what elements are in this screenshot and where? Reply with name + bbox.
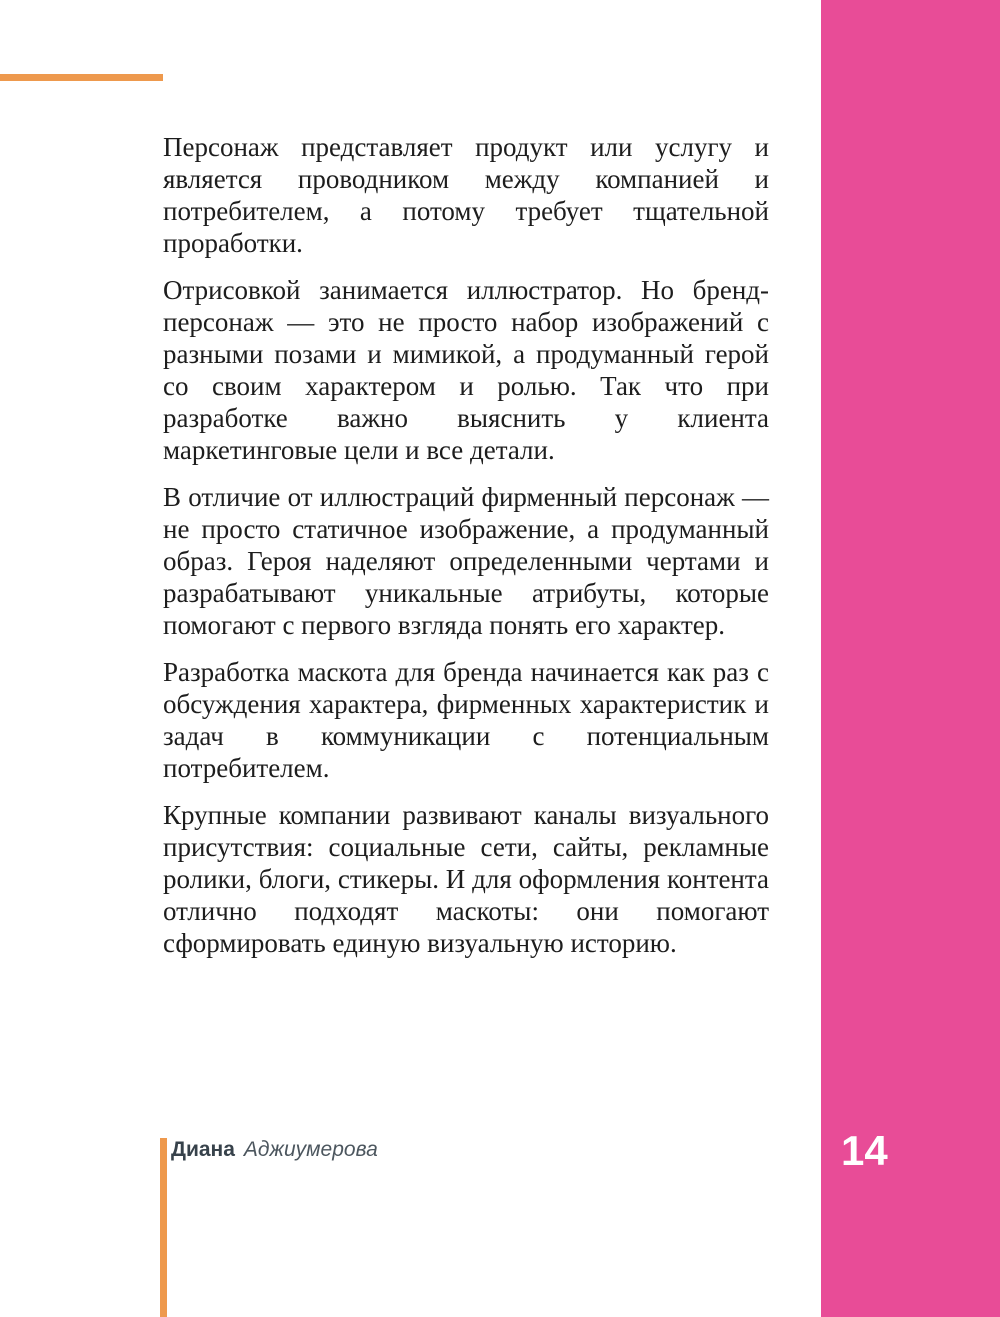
top-orange-rule [0,74,163,81]
paragraph: Крупные компании развивают каналы визуального присутствия: социальные сети, сайты, рекламные ролики, блоги, стикеры. И для оформления контента отлично подходят маскоты: они помогают сформировать единую визуальную историю. [163,800,769,958]
paragraph: Отрисовкой занимается иллюстратор. Но бренд-персонаж — это не просто набор изображений с разными позами и мимикой, а продуманный герой со своим характером и ролью. Так что при разработке важно выяснить у клиента маркетинговые цели и все детали. [163,275,769,465]
author-line [171,1137,378,1163]
page-number: 14 [841,1127,888,1174]
pink-side-band [821,0,1000,1317]
author-first-name: Диана [171,1138,235,1161]
paragraph: Персонаж представляет продукт или услугу и является проводником между компанией и потребителем, а потому требует тщательной проработки. [163,132,769,258]
paragraph: В отличие от иллюстраций фирменный персонаж — не просто статичное изображение, а продуманный образ. Героя наделяют определенными чертами и разрабатывают уникальные атрибуты, которые помогают с первого взгляда понять его характер. [163,482,769,640]
paragraph: Разработка маскота для бренда начинается как раз с обсуждения характера, фирменных характеристик и задач в коммуникации с потенциальным потребителем. [163,657,769,783]
author-last-name: Аджиумерова [243,1138,378,1161]
footer-orange-rule [160,1138,167,1317]
body-text [163,131,769,974]
